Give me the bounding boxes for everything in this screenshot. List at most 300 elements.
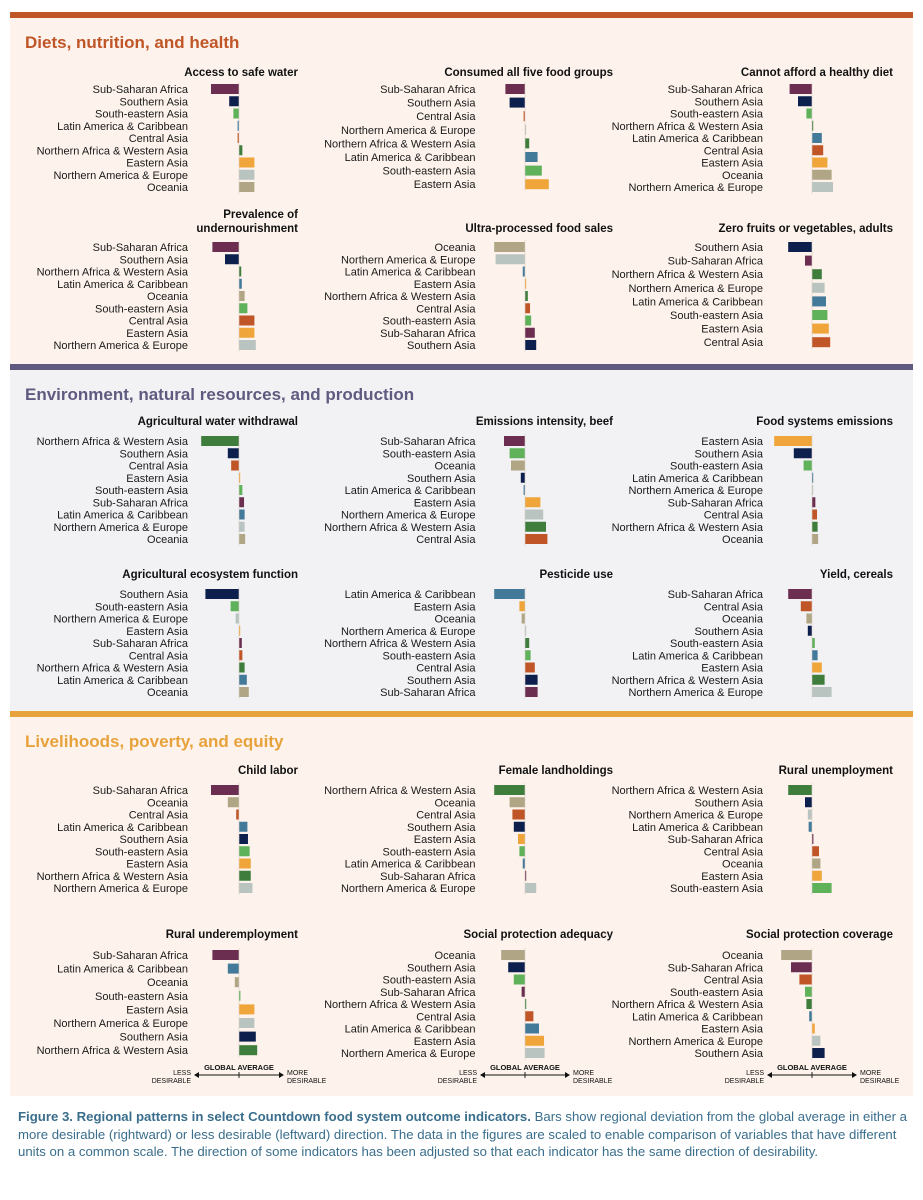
bar	[239, 267, 241, 277]
category-label: Central Asia	[703, 601, 763, 614]
bar	[239, 182, 254, 192]
category-label: South-eastern Asia	[95, 601, 188, 614]
chart-title: Zero fruits or vegetables, adults	[718, 223, 893, 235]
bar	[239, 170, 254, 180]
bar	[525, 138, 529, 148]
category-label: Northern America & Europe	[53, 340, 188, 352]
category-label: Northern America & Europe	[340, 1048, 476, 1060]
bar	[525, 687, 538, 697]
category-label: Northern Africa & Western Asia	[611, 785, 763, 797]
category-label: South-eastern Asia	[95, 485, 188, 497]
category-label: Eastern Asia	[126, 327, 188, 340]
chart-title: Social protection coverage	[746, 929, 893, 941]
bar	[791, 962, 812, 972]
category-label: Latin America & Caribbean	[57, 674, 188, 687]
legend-more-desirable: MORE	[287, 1070, 308, 1077]
bar	[794, 448, 812, 458]
bar	[494, 785, 525, 795]
bar	[525, 675, 538, 685]
bar	[812, 145, 823, 155]
chart-title: Emissions intensity, beef	[475, 416, 613, 428]
bar	[236, 810, 239, 820]
bar	[239, 340, 256, 350]
category-label: Oceania	[722, 858, 763, 871]
bar	[522, 614, 525, 624]
bar	[236, 614, 239, 624]
bar	[239, 687, 249, 697]
legend-global-average: GLOBAL AVERAGE	[204, 1063, 274, 1072]
bar	[806, 614, 812, 624]
bar	[231, 601, 239, 611]
category-label: Southern Asia	[119, 254, 188, 267]
category-label: Oceania	[722, 534, 763, 546]
category-label: Oceania	[434, 460, 476, 473]
legend-right-arrow	[565, 1072, 570, 1078]
bar	[521, 473, 525, 483]
bar	[231, 461, 239, 471]
category-label: Northern Africa & Western Asia	[324, 521, 476, 534]
bar	[239, 1004, 254, 1014]
category-label: Latin America & Caribbean	[632, 1011, 763, 1024]
category-label: Oceania	[147, 291, 188, 303]
category-label: Sub-Saharan Africa	[92, 242, 188, 254]
category-label: Latin America & Caribbean	[57, 278, 188, 291]
category-label: Central Asia	[703, 846, 763, 859]
bar	[812, 663, 822, 673]
bar	[798, 96, 812, 106]
category-label: Northern Africa & Western Asia	[324, 785, 476, 797]
category-label: Southern Asia	[694, 1048, 763, 1060]
chart-title: Pesticide use	[539, 569, 613, 581]
category-label: Southern Asia	[119, 589, 188, 601]
category-label: Latin America & Caribbean	[57, 821, 188, 834]
category-label: Sub-Saharan Africa	[667, 497, 763, 510]
bar	[514, 822, 525, 832]
category-label: South-eastern Asia	[95, 108, 188, 121]
category-label: Eastern Asia	[126, 472, 188, 485]
bar	[494, 589, 525, 599]
category-label: South-eastern Asia	[95, 990, 188, 1003]
chart-title: Ultra-processed food sales	[465, 223, 613, 235]
bar	[525, 522, 546, 532]
category-label: Central Asia	[703, 145, 763, 158]
bar	[788, 242, 812, 252]
bar	[239, 871, 251, 881]
category-label: Central Asia	[128, 133, 188, 145]
category-label: Northern America & Europe	[340, 883, 476, 895]
category-label: Northern America & Europe	[628, 687, 763, 699]
legend-more-desirable: DESIRABLE	[573, 1078, 613, 1085]
category-label: Oceania	[147, 977, 188, 990]
category-label: Northern America & Europe	[628, 182, 763, 194]
bar	[511, 461, 525, 471]
bar	[525, 303, 530, 313]
bar	[239, 522, 245, 532]
section-title: Environment, natural resources, and production	[25, 385, 415, 404]
category-label: South-eastern Asia	[382, 165, 476, 178]
bar	[525, 179, 549, 189]
category-label: Northern America & Europe	[53, 613, 188, 626]
bar	[504, 436, 525, 446]
category-label: Northern Africa & Western Asia	[36, 145, 188, 158]
category-label: Northern Africa & Western Asia	[611, 120, 763, 133]
bar	[239, 663, 245, 673]
category-label: Latin America & Caribbean	[57, 963, 188, 976]
category-label: Southern Asia	[407, 674, 476, 687]
bar	[239, 650, 242, 660]
category-label: Latin America & Caribbean	[344, 858, 476, 871]
legend-less-desirable: DESIRABLE	[724, 1078, 764, 1085]
category-label: Oceania	[147, 687, 188, 699]
bar	[510, 98, 525, 108]
legend-left-arrow	[767, 1072, 772, 1078]
category-label: Northern America & Europe	[628, 1035, 763, 1048]
category-label: Oceania	[147, 797, 188, 810]
chart-title: undernourishment	[196, 223, 298, 235]
category-label: Oceania	[147, 182, 188, 194]
category-label: South-eastern Asia	[670, 638, 763, 650]
bar	[812, 337, 830, 347]
chart-title: Female landholdings	[498, 765, 613, 777]
category-label: Southern Asia	[694, 242, 763, 254]
bar	[205, 589, 239, 599]
bar	[525, 497, 540, 507]
legend-left-arrow	[480, 1072, 485, 1078]
category-label: Eastern Asia	[701, 1023, 763, 1036]
legend-global-average: GLOBAL AVERAGE	[490, 1063, 560, 1072]
category-label: Central Asia	[416, 1011, 476, 1024]
legend-less-desirable: LESS	[459, 1070, 477, 1077]
chart-title: Child labor	[237, 765, 298, 777]
bar	[805, 987, 812, 997]
category-label: Southern Asia	[407, 97, 476, 110]
category-label: Eastern Asia	[701, 870, 763, 883]
category-label: Central Asia	[416, 303, 476, 316]
category-label: Sub-Saharan Africa	[92, 497, 188, 510]
category-label: Sub-Saharan Africa	[667, 255, 763, 268]
category-label: Northern America & Europe	[53, 521, 188, 534]
category-label: Sub-Saharan Africa	[667, 84, 763, 96]
bar	[494, 242, 525, 252]
bar	[525, 534, 547, 544]
bar	[233, 109, 239, 119]
category-label: Northern Africa & Western Asia	[611, 521, 763, 534]
bar	[525, 316, 531, 326]
bar	[501, 950, 525, 960]
bar	[812, 283, 825, 293]
category-label: South-eastern Asia	[382, 448, 476, 461]
bar	[799, 975, 812, 985]
category-label: Southern Asia	[407, 340, 476, 352]
category-label: Northern America & Europe	[340, 124, 476, 137]
category-label: Northern America & Europe	[628, 809, 763, 822]
category-label: Latin America & Caribbean	[344, 589, 476, 601]
bar	[239, 638, 242, 648]
bar	[239, 883, 252, 893]
bar	[505, 84, 525, 94]
category-label: Central Asia	[416, 534, 476, 546]
bar	[239, 1045, 257, 1055]
category-label: Northern Africa & Western Asia	[36, 1045, 188, 1058]
bar	[508, 962, 525, 972]
legend-left-arrow	[194, 1072, 199, 1078]
bar	[812, 158, 827, 168]
chart-title: Agricultural water withdrawal	[137, 416, 298, 428]
bar	[239, 328, 254, 338]
category-label: Northern Africa & Western Asia	[324, 638, 476, 650]
category-label: Oceania	[434, 613, 476, 626]
caption-title: Figure 3. Regional patterns in select Countdown food system outcome indicators.	[18, 1109, 531, 1124]
legend-more-desirable: DESIRABLE	[287, 1078, 327, 1085]
category-label: Eastern Asia	[701, 323, 763, 336]
category-label: Eastern Asia	[413, 497, 476, 510]
figure-caption	[18, 1108, 908, 1161]
bar	[525, 328, 535, 338]
category-label: Latin America & Caribbean	[632, 650, 763, 663]
bar	[239, 158, 254, 168]
category-label: Latin America & Caribbean	[57, 120, 188, 133]
category-label: Sub-Saharan Africa	[380, 327, 476, 340]
category-label: Oceania	[434, 797, 476, 810]
bar	[239, 1032, 256, 1042]
legend-less-desirable: DESIRABLE	[437, 1078, 477, 1085]
bar	[525, 510, 543, 520]
legend-less-desirable: DESIRABLE	[151, 1078, 191, 1085]
category-label: South-eastern Asia	[382, 974, 476, 987]
category-label: South-eastern Asia	[95, 303, 188, 316]
category-label: Eastern Asia	[126, 1004, 188, 1017]
bar	[211, 785, 239, 795]
category-label: Eastern Asia	[126, 157, 188, 170]
bar	[239, 534, 245, 544]
category-label: Northern Africa & Western Asia	[36, 870, 188, 883]
category-label: Sub-Saharan Africa	[92, 84, 188, 96]
bar	[239, 675, 247, 685]
chart-title: Agricultural ecosystem function	[122, 569, 298, 581]
bar	[805, 256, 812, 266]
category-label: Latin America & Caribbean	[632, 472, 763, 485]
bar	[239, 303, 247, 313]
category-label: Eastern Asia	[701, 662, 763, 675]
bar	[235, 977, 239, 987]
bar	[212, 950, 239, 960]
bar	[523, 267, 525, 277]
bar	[239, 497, 244, 507]
bar	[812, 182, 833, 192]
category-label: Central Asia	[703, 509, 763, 522]
bar	[229, 96, 239, 106]
category-label: South-eastern Asia	[670, 460, 763, 473]
bar	[812, 1036, 820, 1046]
bar	[239, 316, 254, 326]
category-label: Eastern Asia	[701, 157, 763, 170]
category-label: Sub-Saharan Africa	[380, 436, 476, 448]
bar	[239, 846, 250, 856]
category-label: South-eastern Asia	[670, 986, 763, 999]
category-label: Central Asia	[416, 662, 476, 675]
chart-title: Rural unemployment	[778, 765, 893, 777]
legend-global-average: GLOBAL AVERAGE	[777, 1063, 847, 1072]
category-label: Eastern Asia	[701, 436, 763, 448]
bar	[239, 510, 245, 520]
bar	[523, 859, 525, 869]
chart-title: Cannot afford a healthy diet	[740, 67, 893, 79]
category-label: Eastern Asia	[413, 834, 476, 846]
bar	[812, 871, 822, 881]
category-label: Southern Asia	[407, 962, 476, 975]
category-label: Central Asia	[128, 460, 188, 473]
bar	[211, 84, 239, 94]
category-label: Central Asia	[128, 315, 188, 328]
bar	[239, 279, 242, 289]
category-label: Northern America & Europe	[53, 883, 188, 895]
bar	[239, 859, 251, 869]
bar	[806, 109, 812, 119]
bar	[518, 834, 525, 844]
category-label: Sub-Saharan Africa	[380, 870, 476, 883]
bar	[808, 810, 812, 820]
bar	[812, 687, 832, 697]
category-label: Northern Africa & Western Asia	[611, 674, 763, 687]
bar	[239, 485, 242, 495]
chart-title: Prevalence of	[223, 209, 298, 221]
category-label: Southern Asia	[407, 821, 476, 834]
bar	[812, 638, 815, 648]
category-label: Northern America & Europe	[340, 254, 476, 267]
bar	[812, 497, 815, 507]
category-label: Latin America & Caribbean	[632, 133, 763, 145]
bar	[519, 846, 525, 856]
bar	[788, 589, 812, 599]
bar	[525, 152, 538, 162]
bar	[812, 510, 817, 520]
bar	[512, 810, 525, 820]
bar	[788, 785, 812, 795]
bar	[239, 291, 245, 301]
bar	[525, 883, 536, 893]
bar	[510, 797, 525, 807]
category-label: Latin America & Caribbean	[632, 821, 763, 834]
category-label: Latin America & Caribbean	[344, 1023, 476, 1036]
category-label: South-eastern Asia	[670, 108, 763, 121]
category-label: Eastern Asia	[413, 1035, 476, 1048]
category-label: Southern Asia	[119, 448, 188, 461]
category-label: Sub-Saharan Africa	[667, 962, 763, 975]
bar	[525, 663, 535, 673]
category-label: Eastern Asia	[413, 601, 476, 614]
chart-title: Social protection adequacy	[463, 929, 613, 941]
category-label: Sub-Saharan Africa	[92, 950, 188, 962]
category-label: Oceania	[434, 242, 476, 254]
category-label: Eastern Asia	[126, 625, 188, 638]
category-label: Central Asia	[128, 650, 188, 663]
category-label: Oceania	[147, 534, 188, 546]
category-label: Oceania	[722, 613, 763, 626]
bar	[510, 448, 525, 458]
bar	[790, 84, 812, 94]
bar	[525, 638, 529, 648]
category-label: Northern Africa & Western Asia	[611, 999, 763, 1011]
bar	[812, 522, 818, 532]
bar	[809, 1011, 812, 1021]
bar	[496, 254, 525, 264]
bar	[805, 797, 812, 807]
bar	[809, 822, 812, 832]
category-label: Sub-Saharan Africa	[667, 589, 763, 601]
bar	[806, 999, 812, 1009]
category-label: Latin America & Caribbean	[57, 509, 188, 522]
bar	[228, 797, 239, 807]
category-label: Southern Asia	[694, 625, 763, 638]
category-label: Latin America & Caribbean	[344, 266, 476, 279]
category-label: Northern Africa & Western Asia	[36, 266, 188, 279]
category-label: Northern America & Europe	[340, 625, 476, 638]
bar	[239, 145, 242, 155]
bar	[812, 846, 819, 856]
legend-more-desirable: MORE	[573, 1070, 594, 1077]
category-label: Southern Asia	[407, 472, 476, 485]
bar	[239, 822, 247, 832]
legend-right-arrow	[279, 1072, 284, 1078]
category-label: Eastern Asia	[126, 858, 188, 871]
legend-less-desirable: LESS	[173, 1070, 191, 1077]
section-title: Livelihoods, poverty, and equity	[25, 732, 284, 751]
chart-title: Food systems emissions	[756, 416, 893, 428]
category-label: Central Asia	[128, 809, 188, 822]
bar	[228, 964, 239, 974]
bar	[808, 626, 812, 636]
bar	[525, 291, 528, 301]
category-label: Latin America & Caribbean	[632, 296, 763, 309]
caption-text: Bars show regional deviation from the global average in either a more desirable (rightward) or less desirable (leftward) direction. The data in the figures are scaled to enable comparison of variables that have different units on a common scale. The direction of some indicators has been adjusted so that each indicator has the same direction of desirability.	[18, 1109, 907, 1159]
legend-right-arrow	[852, 1072, 857, 1078]
section-title: Diets, nutrition, and health	[25, 33, 240, 52]
category-label: Northern Africa & Western Asia	[324, 291, 476, 303]
category-label: South-eastern Asia	[670, 883, 763, 895]
category-label: Oceania	[434, 950, 476, 962]
bar	[525, 340, 536, 350]
category-label: Southern Asia	[694, 797, 763, 810]
legend-more-desirable: MORE	[860, 1070, 881, 1077]
category-label: Southern Asia	[119, 1031, 188, 1044]
category-label: Latin America & Caribbean	[344, 152, 476, 164]
bar	[212, 242, 239, 252]
chart-title: Yield, cereals	[819, 569, 893, 581]
category-label: Southern Asia	[119, 96, 188, 109]
category-label: Oceania	[722, 950, 763, 962]
bar	[812, 1024, 815, 1034]
bar	[239, 834, 248, 844]
bar	[812, 269, 822, 279]
category-label: Northern America & Europe	[340, 509, 476, 522]
bar	[812, 310, 827, 320]
chart-title: Rural underemployment	[165, 929, 298, 941]
category-label: Northern Africa & Western Asia	[611, 269, 763, 282]
category-label: Northern Africa & Western Asia	[36, 436, 188, 448]
bar	[812, 534, 818, 544]
category-label: Northern America & Europe	[53, 169, 188, 182]
bar	[781, 950, 812, 960]
category-label: Sub-Saharan Africa	[380, 986, 476, 999]
bar	[228, 448, 239, 458]
bar	[525, 1048, 545, 1058]
category-label: Sub-Saharan Africa	[380, 687, 476, 699]
chart-title: Consumed all five food groups	[444, 67, 613, 79]
chart-title: Access to safe water	[184, 67, 298, 79]
bar	[514, 975, 525, 985]
bar	[774, 436, 812, 446]
category-label: Southern Asia	[694, 96, 763, 109]
